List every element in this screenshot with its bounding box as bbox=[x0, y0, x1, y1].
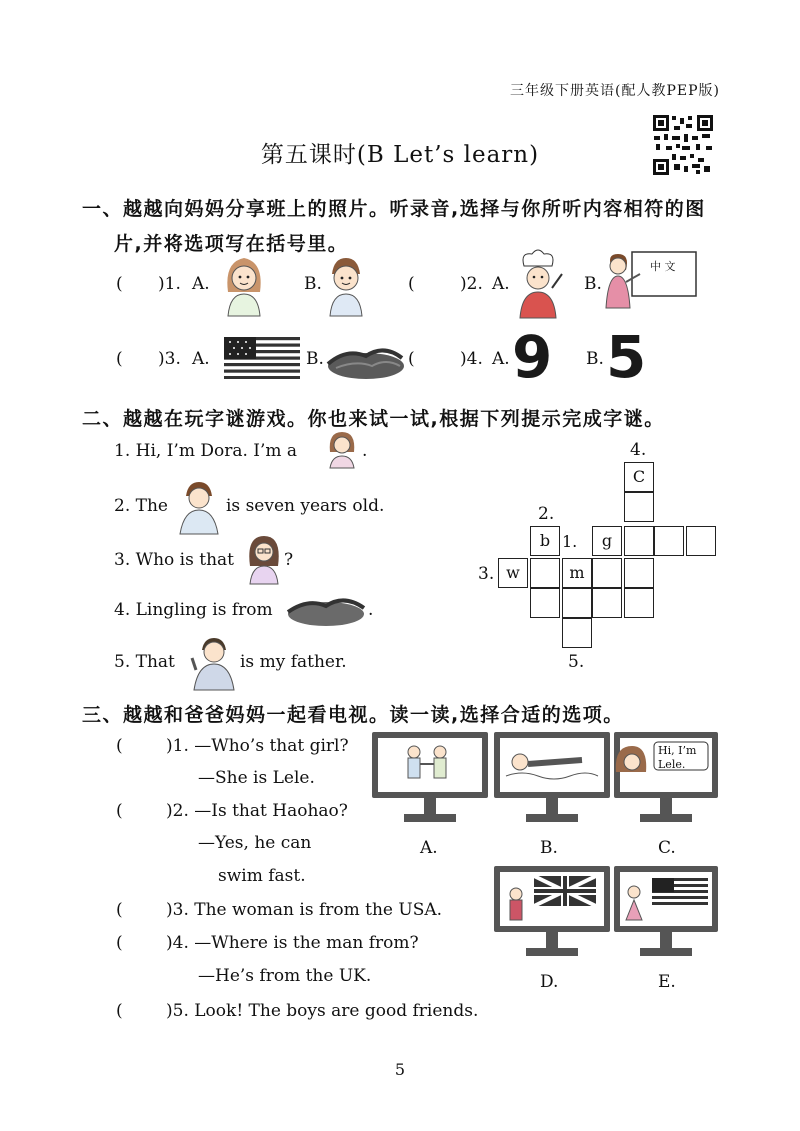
crossword-cell[interactable]: m bbox=[562, 558, 592, 588]
tv-label-e: E. bbox=[658, 972, 676, 992]
crossword-cell[interactable] bbox=[592, 588, 622, 618]
option-b-label: B. bbox=[584, 274, 602, 294]
section2-instruction: 二、越越在玩字谜游戏。你也来试一试,根据下列提示完成字谜。 bbox=[82, 408, 665, 430]
page-number: 5 bbox=[394, 1060, 406, 1079]
answer-paren-open: ( bbox=[116, 900, 123, 920]
crossword-cell[interactable]: g bbox=[592, 526, 622, 556]
crossword-cell[interactable] bbox=[686, 526, 716, 556]
answer-paren-open: ( bbox=[408, 349, 415, 369]
question-2-line2: —Yes, he can bbox=[198, 833, 312, 853]
section1-instruction-line1: 一、越越向妈妈分享班上的照片。听录音,选择与你所听内容相符的图 bbox=[82, 198, 706, 220]
question-4-line1[interactable]: )4. —Where is the man from? bbox=[166, 933, 419, 953]
crossword-cell[interactable]: C bbox=[624, 462, 654, 492]
clue-2-text: 2. The bbox=[114, 496, 168, 516]
option-a-label: A. bbox=[492, 349, 510, 369]
clue-4-text: 4. Lingling is from bbox=[114, 600, 273, 620]
crossword-cell[interactable] bbox=[654, 526, 684, 556]
tv-d-uk-man-icon bbox=[492, 864, 612, 960]
answer-paren-open: ( bbox=[116, 736, 123, 756]
question-5[interactable]: )5. Look! The boys are good friends. bbox=[166, 1001, 479, 1021]
tv-label-d: D. bbox=[540, 972, 559, 992]
clue-5-end: is my father. bbox=[240, 652, 347, 672]
crossword-number-5: 5. bbox=[568, 652, 585, 672]
answer-paren-open: ( bbox=[116, 274, 123, 294]
number-five-icon: 5 bbox=[606, 323, 647, 391]
usa-flag-icon bbox=[224, 337, 300, 379]
clue-3-text: 3. Who is that bbox=[114, 550, 234, 570]
boy-icon bbox=[176, 478, 222, 534]
crossword-number-2: 2. bbox=[538, 504, 555, 524]
tv-e-usa-woman-icon bbox=[612, 864, 720, 960]
book-header: 三年级下册英语(配人教PEP版) bbox=[510, 83, 720, 99]
boy-portrait-icon bbox=[324, 252, 368, 316]
lesson-title: 第五课时(B Let’s learn) bbox=[260, 142, 540, 168]
speech-bubble-text: Hi, I’m Lele. bbox=[658, 744, 697, 771]
qr-code-icon[interactable] bbox=[652, 114, 714, 176]
crossword-cell[interactable] bbox=[624, 492, 654, 522]
girl-icon bbox=[326, 428, 358, 468]
woman-icon bbox=[246, 532, 282, 584]
option-a-label: A. bbox=[192, 349, 210, 369]
section3-instruction: 三、越越和爸爸妈妈一起看电视。读一读,选择合适的选项。 bbox=[82, 704, 624, 726]
crossword-cell[interactable] bbox=[562, 618, 592, 648]
tv-label-a: A. bbox=[420, 838, 438, 858]
girl-portrait-icon bbox=[222, 252, 266, 316]
option-a-label: A. bbox=[192, 274, 210, 294]
question-1-line1[interactable]: )1. —Who’s that girl? bbox=[166, 736, 349, 756]
question-3[interactable]: )3. The woman is from the USA. bbox=[166, 900, 443, 920]
clue-4-end: . bbox=[368, 600, 374, 620]
crossword-number-1: 1. bbox=[562, 532, 578, 551]
teacher-blackboard-icon bbox=[600, 248, 700, 308]
chef-icon bbox=[512, 248, 564, 318]
answer-blank-2[interactable]: )2. bbox=[460, 274, 483, 294]
crossword-cell[interactable] bbox=[624, 526, 654, 556]
tv-label-c: C. bbox=[658, 838, 676, 858]
option-b-label: B. bbox=[586, 349, 604, 369]
clue-2-end: is seven years old. bbox=[226, 496, 385, 516]
answer-paren-open: ( bbox=[116, 1001, 123, 1021]
question-2-line3: swim fast. bbox=[218, 866, 306, 886]
section1-instruction-line2: 片,并将选项写在括号里。 bbox=[114, 233, 349, 255]
clue-1-end: . bbox=[362, 441, 368, 461]
clue-5-text: 5. That bbox=[114, 652, 175, 672]
tv-a-two-boys-icon bbox=[370, 730, 490, 826]
crossword-cell[interactable] bbox=[624, 558, 654, 588]
answer-blank-3[interactable]: )3. bbox=[158, 349, 181, 369]
father-icon bbox=[190, 634, 236, 690]
crossword-cell[interactable] bbox=[530, 558, 560, 588]
tv-label-b: B. bbox=[540, 838, 558, 858]
crossword-cell[interactable]: w bbox=[498, 558, 528, 588]
great-wall-icon bbox=[326, 338, 404, 380]
answer-paren-open: ( bbox=[116, 349, 123, 369]
crossword-cell[interactable] bbox=[592, 558, 622, 588]
crossword-cell[interactable] bbox=[562, 588, 592, 618]
option-a-label: A. bbox=[492, 274, 510, 294]
crossword-cell[interactable] bbox=[530, 588, 560, 618]
crossword-cell[interactable]: b bbox=[530, 526, 560, 556]
answer-blank-1[interactable]: )1. bbox=[158, 274, 181, 294]
clue-1-text: 1. Hi, I’m Dora. I’m a bbox=[114, 441, 298, 461]
question-1-line2: —She is Lele. bbox=[198, 768, 315, 788]
number-nine-icon: 9 bbox=[512, 323, 553, 391]
option-b-label: B. bbox=[306, 349, 324, 369]
clue-3-end: ? bbox=[284, 550, 294, 570]
option-b-label: B. bbox=[304, 274, 322, 294]
tv-b-swimmer-icon bbox=[492, 730, 612, 826]
answer-paren-open: ( bbox=[116, 801, 123, 821]
question-2-line1[interactable]: )2. —Is that Haohao? bbox=[166, 801, 348, 821]
crossword-cell[interactable] bbox=[624, 588, 654, 618]
blackboard-text: 中 文 bbox=[650, 260, 676, 273]
crossword-number-4: 4. bbox=[630, 440, 647, 460]
crossword-number-3: 3. bbox=[478, 564, 495, 584]
answer-paren-open: ( bbox=[116, 933, 123, 953]
answer-blank-4[interactable]: )4. bbox=[460, 349, 483, 369]
question-4-line2: —He’s from the UK. bbox=[198, 966, 372, 986]
great-wall-icon bbox=[286, 592, 366, 628]
answer-paren-open: ( bbox=[408, 274, 415, 294]
